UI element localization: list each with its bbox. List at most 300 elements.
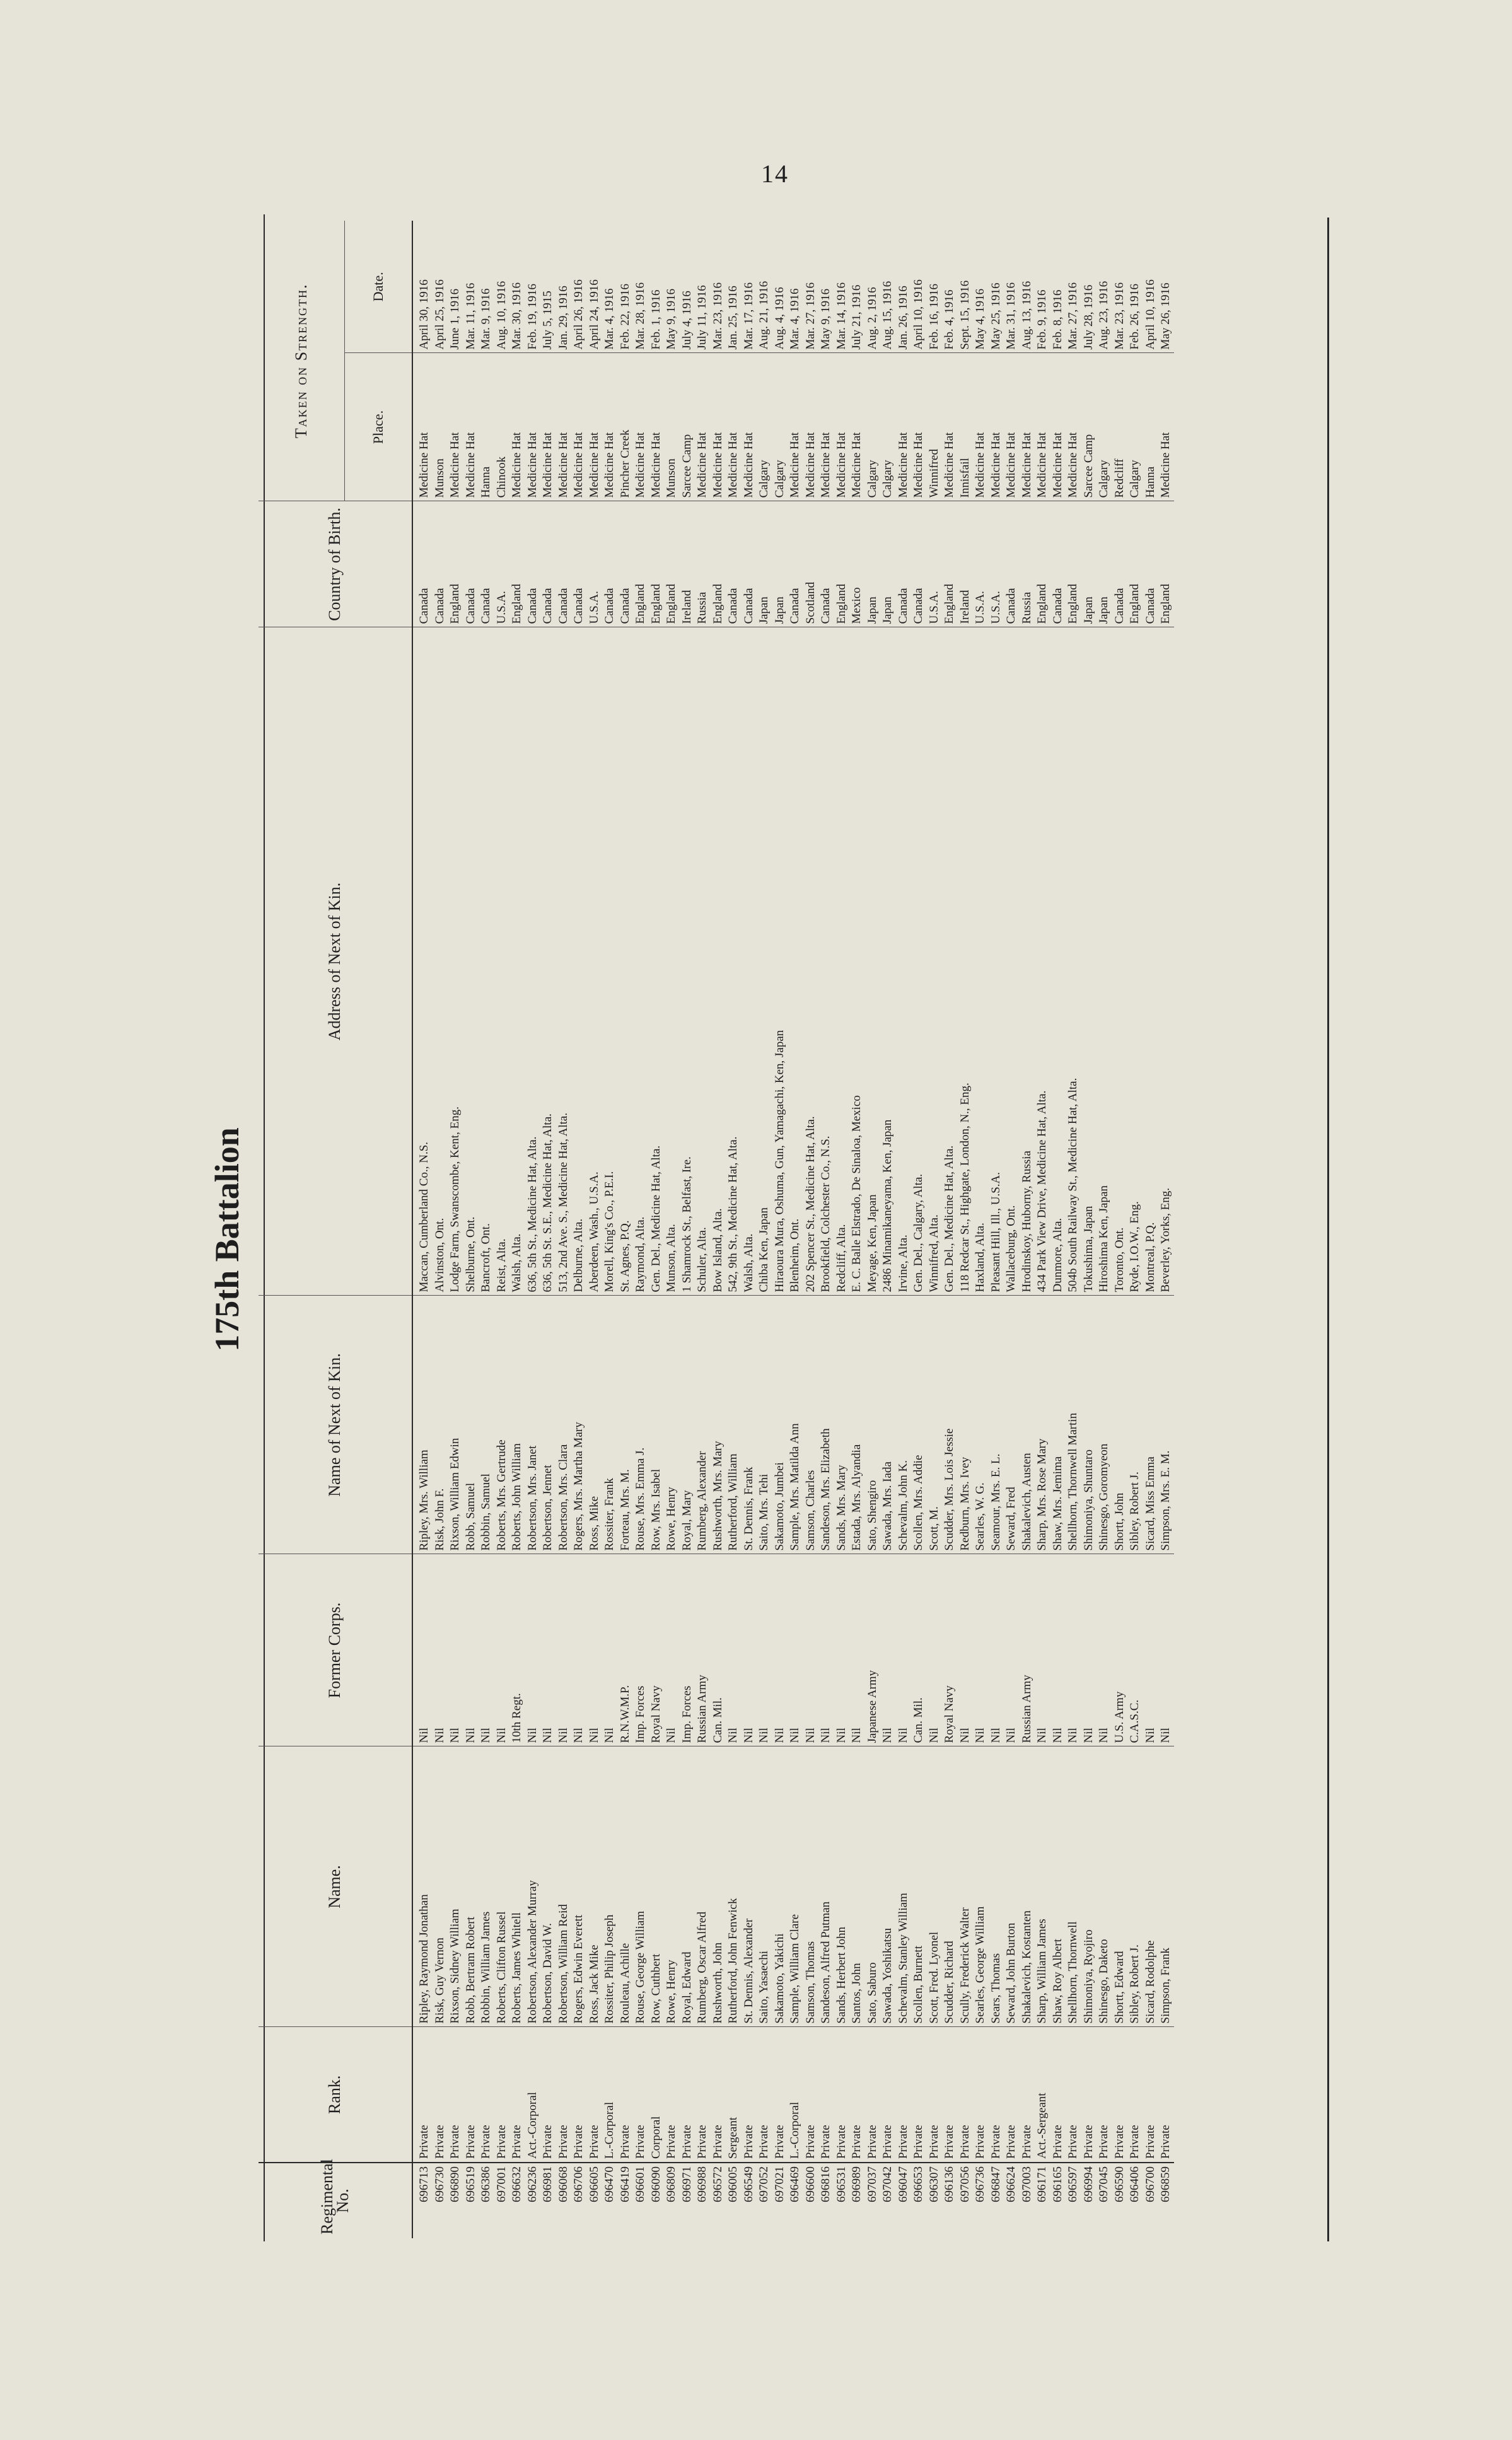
- cell-place: Medicine Hat: [788, 353, 803, 501]
- cell-date: Mar. 27, 1916: [1066, 282, 1079, 350]
- cell-name: Row, Cuthbert: [649, 1746, 665, 2027]
- cell-name-next-of-kin: Royal, Mary: [680, 1296, 695, 1554]
- cell-regimental-no: 696307: [927, 2163, 943, 2238]
- cell-country-of-birth: Canada: [896, 501, 912, 627]
- cell-name-next-of-kin: Rixson, William Edwin: [448, 1296, 463, 1554]
- cell-name: Shortt, Edward: [1112, 1746, 1128, 2027]
- cell-name-next-of-kin: Sato, Shengiro: [865, 1296, 881, 1554]
- cell-former-corps: Nil: [849, 1554, 865, 1746]
- table-row: [911, 221, 927, 2238]
- cell-address-next-of-kin: Alvinston, Ont.: [433, 627, 448, 1296]
- table-row: [1112, 221, 1128, 2238]
- cell-place: Medicine Hat: [571, 353, 587, 501]
- cell-rank: Private: [1066, 2027, 1081, 2163]
- cell-place: Medicine Hat: [942, 353, 958, 501]
- cell-country-of-birth: U.S.A.: [989, 501, 1004, 627]
- cell-place: Medicine Hat: [602, 353, 618, 501]
- cell-name-next-of-kin: Estada, Mrs. Alyandia: [849, 1296, 865, 1554]
- cell-name: Rogers, Edwin Everett: [571, 1746, 587, 2027]
- cell-date: Feb. 1, 1916: [649, 289, 663, 350]
- cell-former-corps: Nil: [726, 1554, 741, 1746]
- cell-date: Aug. 4, 1916: [772, 287, 786, 350]
- cell-regimental-no: 696597: [1066, 2163, 1081, 2238]
- cell-rank: Private: [1096, 2027, 1112, 2163]
- cell-rank: Private: [834, 2027, 850, 2163]
- cell-rank: Private: [818, 2027, 834, 2163]
- cell-name: Sands, Herbert John: [834, 1746, 850, 2027]
- cell-former-corps: Can. Mil.: [911, 1554, 927, 1746]
- cell-date: June 1, 1916: [448, 288, 462, 350]
- cell-place: Medicine Hat: [803, 353, 819, 501]
- table-row: [880, 221, 896, 2238]
- cell-regimental-no: 696386: [479, 2163, 494, 2238]
- cell-date: Feb. 4, 1916: [943, 289, 956, 350]
- table-row: [1143, 221, 1159, 2238]
- table-row: [602, 221, 618, 2238]
- cell-name: Shellhorn, Thornwell: [1066, 1746, 1081, 2027]
- table-row: [741, 221, 757, 2238]
- cell-name: Robertson, Alexander Murray: [525, 1746, 541, 2027]
- cell-address-next-of-kin: 636, 5th St. S.E., Medicine Hat, Alta.: [540, 627, 556, 1296]
- cell-place: Sarcee Camp: [1081, 353, 1097, 501]
- roster-table: [259, 221, 1174, 2238]
- cell-name-next-of-kin: Robb, Samuel: [463, 1296, 479, 1554]
- cell-name-next-of-kin: Robertson, Mrs. Janet: [525, 1296, 541, 1554]
- cell-regimental-no: 696572: [711, 2163, 726, 2238]
- cell-date: Feb. 26, 1916: [1128, 284, 1141, 350]
- cell-address-next-of-kin: Raymond, Alta.: [633, 627, 649, 1296]
- table-row: [726, 221, 741, 2238]
- cell-former-corps: Nil: [958, 1554, 974, 1746]
- cell-name: Seward, John Burton: [1004, 1746, 1020, 2027]
- table-row: [680, 221, 695, 2238]
- cell-place: Medicine Hat: [1004, 353, 1020, 501]
- cell-place: Medicine Hat: [834, 353, 850, 501]
- table-row: [1096, 221, 1112, 2238]
- cell-address-next-of-kin: Meyage, Ken, Japan: [865, 627, 881, 1296]
- cell-name-next-of-kin: Sample, Mrs. Matilda Ann: [788, 1296, 803, 1554]
- cell-country-of-birth: Canada: [1143, 501, 1159, 627]
- cell-former-corps: Nil: [525, 1554, 541, 1746]
- cell-place: Medicine Hat: [741, 353, 757, 501]
- cell-country-of-birth: England: [711, 501, 726, 627]
- cell-country-of-birth: Canada: [1004, 501, 1020, 627]
- cell-rank: Private: [958, 2027, 974, 2163]
- cell-date: Mar. 28, 1916: [634, 282, 647, 350]
- cell-former-corps: Nil: [587, 1554, 603, 1746]
- cell-name: Samson, Thomas: [803, 1746, 819, 2027]
- cell-name-next-of-kin: Ripley, Mrs. William: [412, 1296, 433, 1554]
- cell-country-of-birth: Japan: [1081, 501, 1097, 627]
- table-row: [927, 221, 943, 2238]
- cell-country-of-birth: Canada: [433, 501, 448, 627]
- cell-country-of-birth: Japan: [772, 501, 788, 627]
- table-row: [803, 221, 819, 2238]
- cell-place: Winnifred: [927, 353, 943, 501]
- cell-country-of-birth: Canada: [911, 501, 927, 627]
- table-row: [989, 221, 1004, 2238]
- cell-name: Saito, Yasaechi: [757, 1746, 772, 2027]
- cell-regimental-no: 697003: [1020, 2163, 1035, 2238]
- cell-country-of-birth: England: [649, 501, 665, 627]
- cell-date: May 9, 1916: [665, 288, 678, 350]
- cell-name: Shimoniya, Ryojiro: [1081, 1746, 1097, 2027]
- cell-regimental-no: 696981: [540, 2163, 556, 2238]
- cell-regimental-no: 696653: [911, 2163, 927, 2238]
- cell-name: Simpson, Frank: [1158, 1746, 1174, 2027]
- table-row: [942, 221, 958, 2238]
- cell-regimental-no: 696406: [1127, 2163, 1143, 2238]
- cell-address-next-of-kin: Gen. Del., Medicine Hat, Alta.: [942, 627, 958, 1296]
- cell-country-of-birth: Canada: [741, 501, 757, 627]
- table-body: [412, 221, 1174, 2238]
- cell-date: Aug. 23, 1916: [1097, 281, 1110, 350]
- cell-address-next-of-kin: Lodge Farm, Swanscombe, Kent, Eng.: [448, 627, 463, 1296]
- table-row: [818, 221, 834, 2238]
- cell-address-next-of-kin: Montreal, P.Q.: [1143, 627, 1159, 1296]
- cell-name-next-of-kin: Sakamoto, Jumbei: [772, 1296, 788, 1554]
- cell-date: Feb. 16, 1916: [927, 284, 941, 350]
- cell-former-corps: Nil: [448, 1554, 463, 1746]
- cell-regimental-no: 696600: [803, 2163, 819, 2238]
- cell-address-next-of-kin: 202 Spencer St., Medicine Hat, Alta.: [803, 627, 819, 1296]
- table-row: [1066, 221, 1081, 2238]
- table-row: [757, 221, 772, 2238]
- cell-place: Medicine Hat: [1066, 353, 1081, 501]
- cell-date: Feb. 22, 1916: [618, 284, 632, 350]
- cell-place: Medicine Hat: [818, 353, 834, 501]
- cell-date: Mar. 31, 1916: [1004, 282, 1018, 350]
- cell-date: May 26, 1916: [1159, 282, 1172, 350]
- cell-former-corps: 10th Regt.: [509, 1554, 525, 1746]
- cell-name-next-of-kin: Shellhorn, Thornwell Martin: [1066, 1296, 1081, 1554]
- table-row: [494, 221, 510, 2238]
- cell-date: Jan. 26, 1916: [896, 286, 910, 350]
- cell-place: Calgary: [865, 353, 881, 501]
- cell-name: Scollen, Burnett: [911, 1746, 927, 2027]
- cell-former-corps: Nil: [540, 1554, 556, 1746]
- cell-country-of-birth: Canada: [818, 501, 834, 627]
- table-row: [412, 221, 433, 2238]
- cell-place: Calgary: [1127, 353, 1143, 501]
- cell-name: St. Dennis, Alexander: [741, 1746, 757, 2027]
- cell-place: Medicine Hat: [849, 353, 865, 501]
- cell-name-next-of-kin: Sands, Mrs. Mary: [834, 1296, 850, 1554]
- cell-name: Rowe, Henry: [664, 1746, 680, 2027]
- cell-date: Mar. 27, 1916: [803, 282, 817, 350]
- cell-former-corps: Russian Army: [695, 1554, 711, 1746]
- table-row: [540, 221, 556, 2238]
- cell-rank: Private: [1127, 2027, 1143, 2163]
- cell-name: Sato, Saburo: [865, 1746, 881, 2027]
- cell-date: Feb. 9, 1916: [1035, 289, 1049, 350]
- table-row: [509, 221, 525, 2238]
- cell-country-of-birth: U.S.A.: [927, 501, 943, 627]
- cell-former-corps: Nil: [741, 1554, 757, 1746]
- cell-former-corps: Nil: [571, 1554, 587, 1746]
- cell-country-of-birth: Canada: [412, 501, 433, 627]
- cell-date: April 25, 1916: [433, 279, 446, 350]
- cell-rank: L.-Corporal: [788, 2027, 803, 2163]
- table-row: [1050, 221, 1066, 2238]
- table-row: [479, 221, 494, 2238]
- table-row: [587, 221, 603, 2238]
- cell-rank: Private: [494, 2027, 510, 2163]
- cell-address-next-of-kin: Delburne, Alta.: [571, 627, 587, 1296]
- cell-name-next-of-kin: Forteau, Mrs. M.: [618, 1296, 634, 1554]
- cell-date: Mar. 23, 1916: [1112, 282, 1126, 350]
- cell-name-next-of-kin: Scollen, Mrs. Addie: [911, 1296, 927, 1554]
- cell-name-next-of-kin: Shortt, John: [1112, 1296, 1128, 1554]
- cell-date: May 25, 1916: [989, 282, 1003, 350]
- cell-name-next-of-kin: Rouse, Mrs. Emma J.: [633, 1296, 649, 1554]
- cell-name-next-of-kin: Risk, John F.: [433, 1296, 448, 1554]
- table-row: [633, 221, 649, 2238]
- cell-date: Aug. 2, 1916: [865, 287, 879, 350]
- cell-date: April 26, 1916: [572, 279, 585, 350]
- cell-place: Medicine Hat: [726, 353, 741, 501]
- cell-address-next-of-kin: 513, 2nd Ave. S., Medicine Hat, Alta.: [556, 627, 572, 1296]
- cell-name-next-of-kin: Rossiter, Frank: [602, 1296, 618, 1554]
- cell-name-next-of-kin: Robertson, Mrs. Clara: [556, 1296, 572, 1554]
- cell-former-corps: Nil: [463, 1554, 479, 1746]
- cell-country-of-birth: England: [448, 501, 463, 627]
- cell-place: Hanna: [1143, 353, 1159, 501]
- cell-rank: Private: [849, 2027, 865, 2163]
- cell-former-corps: Nil: [834, 1554, 850, 1746]
- cell-address-next-of-kin: Maccan, Cumberland Co., N.S.: [412, 627, 433, 1296]
- cell-former-corps: Nil: [803, 1554, 819, 1746]
- table-header: [259, 221, 412, 2238]
- cell-place: Calgary: [1096, 353, 1112, 501]
- table-row: [695, 221, 711, 2238]
- cell-address-next-of-kin: Shelburne, Ont.: [463, 627, 479, 1296]
- table-row: [463, 221, 479, 2238]
- cell-name: Roberts, James Whitell: [509, 1746, 525, 2027]
- cell-place: Medicine Hat: [1158, 353, 1174, 501]
- cell-country-of-birth: England: [1127, 501, 1143, 627]
- cell-name-next-of-kin: Rushworth, Mrs. Mary: [711, 1296, 726, 1554]
- cell-name: Rouleau, Achille: [618, 1746, 634, 2027]
- cell-regimental-no: 696847: [989, 2163, 1004, 2238]
- table-row: [849, 221, 865, 2238]
- cell-address-next-of-kin: Tokushima, Japan: [1081, 627, 1097, 1296]
- cell-country-of-birth: Canada: [602, 501, 618, 627]
- cell-date: Aug. 21, 1916: [757, 281, 771, 350]
- cell-place: Medicine Hat: [989, 353, 1004, 501]
- cell-name-next-of-kin: Searles, W. G.: [973, 1296, 989, 1554]
- cell-place: Medicine Hat: [711, 353, 726, 501]
- cell-name-next-of-kin: Roberts, Mrs. Gertrude: [494, 1296, 510, 1554]
- cell-address-next-of-kin: Hiraoura Mura, Oshuma, Gun, Yamagachi, Ken, Japan: [772, 627, 788, 1296]
- cell-country-of-birth: Canada: [1050, 501, 1066, 627]
- cell-place: Medicine Hat: [509, 353, 525, 501]
- cell-name-next-of-kin: Rogers, Mrs. Martha Mary: [571, 1296, 587, 1554]
- cell-name: Robbin, William James: [479, 1746, 494, 2027]
- cell-regimental-no: 696165: [1050, 2163, 1066, 2238]
- cell-name: Robb, Bertram Robert: [463, 1746, 479, 2027]
- cell-name: Scudder, Richard: [942, 1746, 958, 2027]
- cell-former-corps: Nil: [989, 1554, 1004, 1746]
- cell-address-next-of-kin: Blenheim, Ont.: [788, 627, 803, 1296]
- cell-place: Redcliff: [1112, 353, 1128, 501]
- cell-name: Royal, Edward: [680, 1746, 695, 2027]
- cell-address-next-of-kin: Bow Island, Alta.: [711, 627, 726, 1296]
- table-row: [649, 221, 665, 2238]
- cell-rank: L.-Corporal: [602, 2027, 618, 2163]
- table-row: [525, 221, 541, 2238]
- cell-address-next-of-kin: Munson, Alta.: [664, 627, 680, 1296]
- cell-address-next-of-kin: 2486 Minamikaneyama, Ken, Japan: [880, 627, 896, 1296]
- cell-country-of-birth: Japan: [865, 501, 881, 627]
- cell-regimental-no: 696601: [633, 2163, 649, 2238]
- header-name: Name.: [259, 1746, 412, 2027]
- cell-place: Sarcee Camp: [680, 353, 695, 501]
- cell-address-next-of-kin: Aberdeen, Wash., U.S.A.: [587, 627, 603, 1296]
- cell-former-corps: Nil: [479, 1554, 494, 1746]
- cell-name-next-of-kin: Rowe, Henry: [664, 1296, 680, 1554]
- cell-regimental-no: 696469: [788, 2163, 803, 2238]
- cell-regimental-no: 697021: [772, 2163, 788, 2238]
- cell-rank: Private: [695, 2027, 711, 2163]
- rotated-table-wrapper: [259, 221, 1469, 2238]
- cell-regimental-no: 696171: [1035, 2163, 1050, 2238]
- cell-rank: Private: [880, 2027, 896, 2163]
- cell-country-of-birth: England: [1158, 501, 1174, 627]
- cell-name: Sample, William Clare: [788, 1746, 803, 2027]
- cell-address-next-of-kin: Pleasant Hill, Ill., U.S.A.: [989, 627, 1004, 1296]
- cell-name: Sibley, Robert J.: [1127, 1746, 1143, 2027]
- cell-name: Rutherford, John Fenwick: [726, 1746, 741, 2027]
- cell-regimental-no: 696005: [726, 2163, 741, 2238]
- cell-rank: Private: [433, 2027, 448, 2163]
- cell-former-corps: Japanese Army: [865, 1554, 881, 1746]
- table-row: [711, 221, 726, 2238]
- cell-rank: Private: [509, 2027, 525, 2163]
- cell-country-of-birth: Ireland: [680, 501, 695, 627]
- cell-name: Shaw, Roy Albert: [1050, 1746, 1066, 2027]
- cell-former-corps: Nil: [433, 1554, 448, 1746]
- cell-name-next-of-kin: Robertson, Jennet: [540, 1296, 556, 1554]
- cell-country-of-birth: Russia: [695, 501, 711, 627]
- cell-place: Munson: [664, 353, 680, 501]
- cell-rank: Private: [1081, 2027, 1097, 2163]
- cell-regimental-no: 696988: [695, 2163, 711, 2238]
- cell-address-next-of-kin: Gen. Del., Medicine Hat, Alta.: [649, 627, 665, 1296]
- cell-regimental-no: 697037: [865, 2163, 881, 2238]
- cell-place: Innisfail: [958, 353, 974, 501]
- cell-name-next-of-kin: Scott, M.: [927, 1296, 943, 1554]
- cell-country-of-birth: England: [834, 501, 850, 627]
- cell-name: Robertson, David W.: [540, 1746, 556, 2027]
- cell-country-of-birth: Canada: [788, 501, 803, 627]
- cell-place: Medicine Hat: [448, 353, 463, 501]
- cell-address-next-of-kin: Brookfield, Colchester Co., N.S.: [818, 627, 834, 1296]
- cell-name-next-of-kin: Robbin, Samuel: [479, 1296, 494, 1554]
- cell-former-corps: Nil: [664, 1554, 680, 1746]
- cell-date: Mar. 11, 1916: [463, 282, 477, 350]
- cell-regimental-no: 696624: [1004, 2163, 1020, 2238]
- table-row: [1081, 221, 1097, 2238]
- cell-place: Medicine Hat: [896, 353, 912, 501]
- cell-date: May 9, 1916: [819, 288, 832, 350]
- cell-regimental-no: 696971: [680, 2163, 695, 2238]
- cell-rank: Private: [1020, 2027, 1035, 2163]
- cell-country-of-birth: Scotland: [803, 501, 819, 627]
- cell-place: Medicine Hat: [412, 353, 433, 501]
- cell-country-of-birth: Japan: [880, 501, 896, 627]
- cell-name-next-of-kin: Saito, Mrs. Tehi: [757, 1296, 772, 1554]
- cell-former-corps: Nil: [1035, 1554, 1050, 1746]
- header-regimental-no: Regimental No.: [259, 2163, 412, 2238]
- cell-place: Calgary: [880, 353, 896, 501]
- cell-rank: Private: [618, 2027, 634, 2163]
- cell-former-corps: Nil: [896, 1554, 912, 1746]
- cell-regimental-no: 696816: [818, 2163, 834, 2238]
- cell-former-corps: Nil: [494, 1554, 510, 1746]
- cell-rank: Private: [479, 2027, 494, 2163]
- cell-name-next-of-kin: Sicard, Miss Emma: [1143, 1296, 1159, 1554]
- cell-address-next-of-kin: Chiba Ken, Japan: [757, 627, 772, 1296]
- cell-regimental-no: 697056: [958, 2163, 974, 2238]
- cell-country-of-birth: U.S.A.: [587, 501, 603, 627]
- cell-place: Medicine Hat: [1035, 353, 1050, 501]
- cell-place: Medicine Hat: [525, 353, 541, 501]
- cell-name: Robertson, William Reid: [556, 1746, 572, 2027]
- cell-rank: Private: [896, 2027, 912, 2163]
- cell-name: Sicard, Rodolphe: [1143, 1746, 1159, 2027]
- header-address-next-of-kin: Address of Next of Kin.: [259, 627, 412, 1296]
- cell-country-of-birth: U.S.A.: [973, 501, 989, 627]
- cell-name-next-of-kin: Samson, Charles: [803, 1296, 819, 1554]
- cell-name: Sawada, Yoshikatsu: [880, 1746, 896, 2027]
- cell-place: Calgary: [757, 353, 772, 501]
- cell-rank: Act.-Sergeant: [1035, 2027, 1050, 2163]
- cell-name-next-of-kin: Ross, Mike: [587, 1296, 603, 1554]
- cell-rank: Private: [757, 2027, 772, 2163]
- cell-rank: Private: [448, 2027, 463, 2163]
- cell-place: Medicine Hat: [540, 353, 556, 501]
- cell-address-next-of-kin: Ryde, I.O.W., Eng.: [1127, 627, 1143, 1296]
- cell-place: Medicine Hat: [556, 353, 572, 501]
- cell-regimental-no: 696090: [649, 2163, 665, 2238]
- cell-country-of-birth: Canada: [618, 501, 634, 627]
- cell-date: April 10, 1916: [912, 279, 925, 350]
- cell-date: April 24, 1916: [587, 279, 601, 350]
- cell-date: Mar. 4, 1916: [788, 288, 801, 350]
- cell-address-next-of-kin: Gen. Del., Calgary, Alta.: [911, 627, 927, 1296]
- table-row: [958, 221, 974, 2238]
- cell-country-of-birth: Canada: [525, 501, 541, 627]
- cell-regimental-no: 696136: [942, 2163, 958, 2238]
- cell-name-next-of-kin: Seward, Fred: [1004, 1296, 1020, 1554]
- cell-former-corps: Nil: [1096, 1554, 1112, 1746]
- cell-rank: Private: [1050, 2027, 1066, 2163]
- cell-date: Aug. 15, 1916: [881, 281, 894, 350]
- cell-country-of-birth: U.S.A.: [494, 501, 510, 627]
- table-row: [1004, 221, 1020, 2238]
- cell-country-of-birth: England: [1066, 501, 1081, 627]
- cell-former-corps: C.A.S.C.: [1127, 1554, 1143, 1746]
- table-row: [1127, 221, 1143, 2238]
- cell-address-next-of-kin: 118 Redcar St., Highgate, London, N., Eng.: [958, 627, 974, 1296]
- table-row: [896, 221, 912, 2238]
- cell-country-of-birth: England: [942, 501, 958, 627]
- cell-date: May 4, 1916: [974, 288, 987, 350]
- cell-place: Medicine Hat: [587, 353, 603, 501]
- header-place: Place.: [345, 353, 413, 501]
- table-row: [1035, 221, 1050, 2238]
